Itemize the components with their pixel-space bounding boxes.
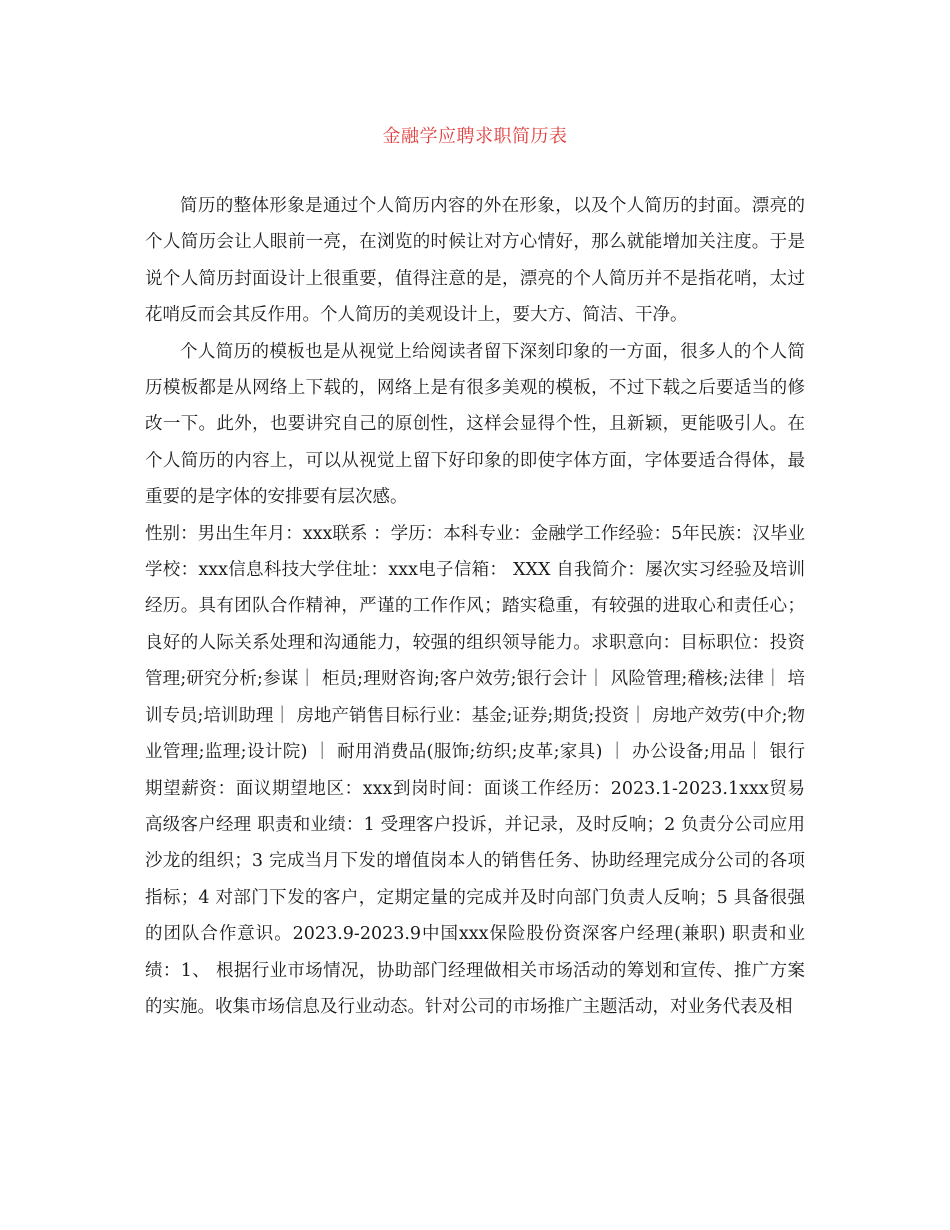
resume-details-paragraph: 性别：男出生年月：xxx联系 ：学历：本科专业：金融学工作经验：5年民族：汉毕业学校：xxx信息科技大学住址：xxx电子信箱： XXX 自我简介：屡次实习经验及培训经历。具有团队合作精神，严谨的工作作风；踏实稳重，有较强的进取心和责任心；良好的人际关系处理和沟通能力，较强的组织领导能力。求职意向：目标职位：投资管理;研究分析;参谋｜ 柜员;理财咨询;客户效劳;银行会计｜ 风险管理;稽核;法律｜ 培训专员;培训助理｜ 房地产销售目标行业：基金;证券;期货;投资｜ 房地产效劳(中介;物业管理;监理;设计院) ｜ 耐用消费品(服饰;纺织;皮革;家具) ｜ 办公设备;用品｜ 银行期望薪资：面议期望地区：xxx到岗时间：面谈工作经历：2023.1-2023.1xxx贸易高级客户经理 职责和业绩：1 受理客户投诉，并记录，及时反响；2 负责分公司应用沙龙的组织；3 完成当月下发的增值岗本人的销售任务、协助经理完成分公司的各项指标；4 对部门下发的客户，定期定量的完成并及时向部门负责人反响；5 具备很强的团队合作意识。2023.9-2023.9中国xxx保险股份资深客户经理(兼职) 职责和业绩：1、 根据行业市场情况，协助部门经理做相关市场活动的筹划和宣传、推广方案的实施。收集市场信息及行业动态。针对公司的市场推广主题活动，对业务代表及相 — [145, 523, 805, 1017]
intro-paragraph: 简历的整体形象是通过个人简历内容的外在形象，以及个人简历的封面。漂亮的个人简历会让人眼前一亮，在浏览的时候让对方心情好，那么就能增加关注度。于是说个人简历封面设计上很重要，值得注意的是，漂亮的个人简历并不是指花哨，太过花哨反而会其反作用。个人简历的美观设计上，要大方、简洁、干净。 — [145, 196, 805, 326]
template-paragraph: 个人简历的模板也是从视觉上给阅读者留下深刻印象的一方面，很多人的个人简历模板都是从网络上下载的，网络上是有很多美观的模板，不过下载之后要适当的修改一下。此外，也要讲究自己的原创性，这样会显得个性，且新颖，更能吸引人。在个人简历的内容上，可以从视觉上留下好印象的即使字体方面，字体要适合得体，最重要的是字体的安排要有层次感。 — [145, 341, 805, 508]
document-body — [145, 188, 805, 1025]
page-title: 金融学应聘求职简历表 — [382, 126, 568, 147]
